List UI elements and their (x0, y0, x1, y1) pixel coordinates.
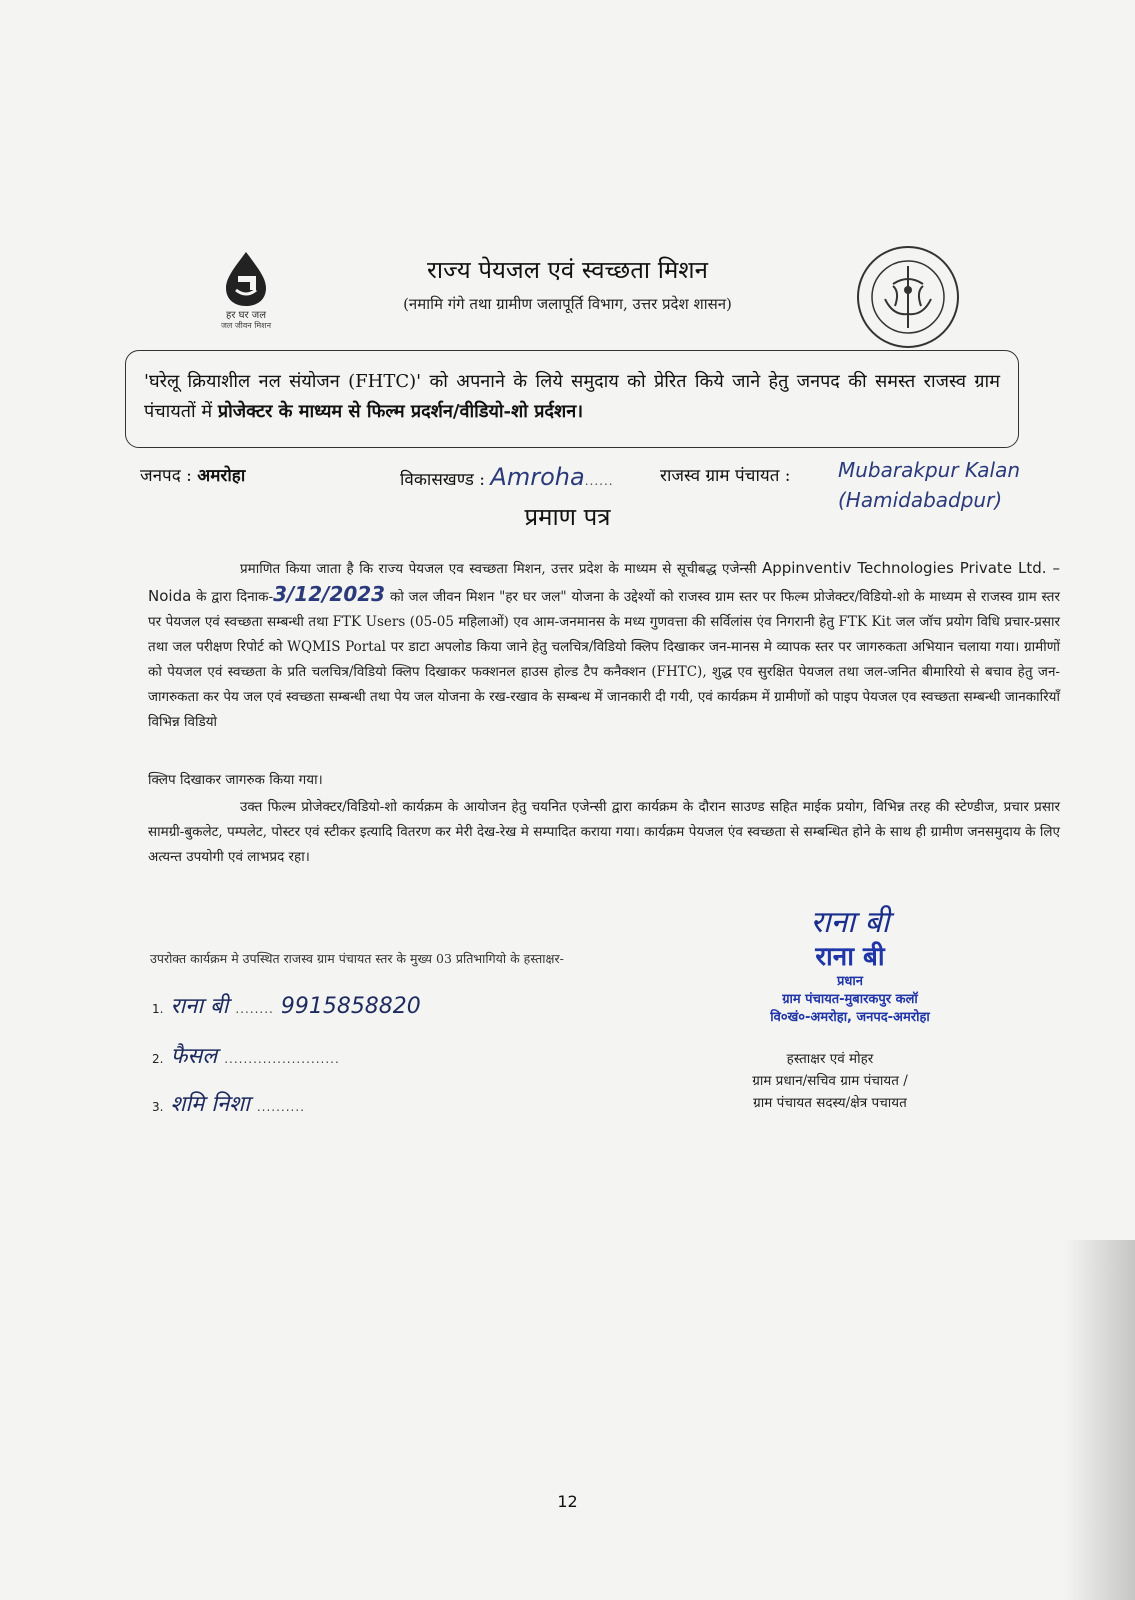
pradhan-signature: राना बी (810, 905, 890, 940)
page-number: 12 (557, 1492, 578, 1511)
signoff-line-1: हस्ताक्षर एवं मोहर (786, 1051, 874, 1067)
panchayat-field (660, 463, 791, 486)
para1-part1: प्रमाणित किया जाता है कि राज्य पेयजल एव स्वच्छता मिशन, उत्तर प्रदेश के माध्यम से सूचीबद्ध एजेन्सी (240, 561, 762, 577)
block-field: विकासखण्ड : Amroha...... (400, 463, 614, 491)
agency-name: Appinventiv Technologies Private Ltd. – Noida (148, 559, 1060, 605)
signoff-block (700, 1048, 960, 1114)
subject-box (125, 350, 1019, 448)
para1-part3: को जल जीवन मिशन "हर घर जल" योजना के उद्देश्यों को राजस्व ग्राम स्तर पर फिल्म प्रोजेक्टर/विडियो-शो के माध्यम से राजस्व ग्राम स्तर पर पेयजल एवं स्वच्छता सम्बन्धी तथा FTK Users (05-05 महिलाओं) एव आम-जनमानस के मध्य गुणवत्ता की सर्विलांस एंव निगरानी हेतु FTK Kit जल जॉच प्रयोग विधि प्रचार-प्रसार तथा जल परीक्षण रिपोर्ट को WQMIS Portal पर डाटा अपलोड किया जाने हेतु चलचित्र/विडियो क्लिप दिखाकर जन-मानस मे व्यापक स्तर पर जागरुकता अभियान चलाया गया। ग्रामीणों को पेयजल एवं स्वच्छता के प्रति चलचित्र/विडियो क्लिप दिखाकर फक्शनल हाउस होल्ड टैप कनैक्शन (FHTC), शुद्ध एव सुरक्षित पेयजल तथा जल-जनित बीमारियो से बचाव हेतु जन-जागरुकता कर पेय जल एवं स्वच्छता सम्बन्धी तथा पेय जल योजना के रख-रखाव के सम्बन्ध में जानकारी दी गयी, एवं कार्यक्रम में ग्रामीणों को पाइप पेयजल एव स्वच्छता सम्बन्धी जानकारियाँ विभिन्न विडियो (148, 589, 1061, 730)
page-title: राज्य पेयजल एवं स्वच्छता मिशन (427, 256, 708, 284)
stamp-line-2: वि०खं०-अमरोहा, जनपद-अमरोहा (770, 1010, 930, 1025)
panchayat-value-handwritten-1: Mubarakpur Kalan (838, 458, 1021, 482)
subject-text-normal: 'घरेलू क्रियाशील नल संयोजन (FHTC)' को अपनाने के लिये समुदाय को प्रेरित किये जाने हेतु जनपद की समस्त राजस्व ग्राम पंचायतों में (144, 371, 1000, 422)
participant-number: 2. (152, 1052, 164, 1066)
certificate-paragraph-2 (148, 795, 1060, 870)
participant-row-2: 2. फैसल ........................ (152, 1044, 340, 1069)
logo-text-har-ghar-jal: हर घर जल (226, 310, 266, 321)
seal-emblem-icon (855, 244, 961, 350)
participant-number: 3. (152, 1100, 164, 1114)
signoff-line-2: ग्राम प्रधान/सचिव ग्राम पंचायत / (752, 1073, 908, 1089)
participant-number: 1. (152, 1002, 164, 1016)
certificate-paragraph-1-last-line: क्लिप दिखाकर जागरुक किया गया। (148, 772, 323, 788)
certificate-paragraph-1 (148, 556, 1060, 735)
panchayat-value-handwritten-2: (Hamidabadpur) (838, 488, 1003, 512)
participant-signature: फैसल (170, 1044, 218, 1069)
date-handwritten: 3/12/2023 (273, 582, 386, 606)
janpad-label: जनपद : (140, 466, 192, 486)
block-value-handwritten: Amroha (490, 463, 585, 491)
participant-row-1: 1. राना बी ........ 9915858820 (152, 994, 421, 1019)
para1-part2: के द्वारा दिनाक- (191, 589, 274, 605)
stamp-role: प्रधान (837, 974, 863, 989)
logo-text-jal-jeevan-mission: जल जीवन मिशन (220, 321, 272, 330)
pradhan-stamp (720, 900, 980, 1027)
participant-signature: राना बी (170, 994, 229, 1019)
page-subtitle: (नमामि गंगे तथा ग्रामीण जलापूर्ति विभाग, उत्तर प्रदेश शासन) (403, 295, 732, 313)
page-edge-shadow (1065, 1240, 1135, 1600)
para2-text: उक्त फिल्म प्रोजेक्टर/विडियो-शो कार्यक्रम के आयोजन हेतु चयनित एजेन्सी द्वारा कार्यक्रम के दौरान साउण्ड सहित माईक प्रयोग, विभिन्न तरह की स्टेण्डीज, प्रचार प्रसार सामग्री-बुकलेट, पम्पलेट, पोस्टर एवं स्टीकर इत्यादि वितरण कर मेरी देख-रेख मे सम्पादित कराया गया। कार्यक्रम पेयजल एंव स्वच्छता से सम्बन्धित होने के साथ ही ग्रामीण जनसमुदाय के लिए अत्यन्त उपयोगी एवं लाभप्रद रहा। (148, 799, 1060, 865)
participant-signature: शमि निशा (170, 1092, 250, 1117)
subject-text (144, 367, 1000, 427)
participants-note: उपरोक्त कार्यक्रम मे उपस्थित राजस्व ग्राम पंचायत स्तर के मुख्य 03 प्रतिभागियो के हस्ताक्षर- (150, 951, 564, 966)
block-label: विकासखण्ड : (400, 470, 486, 490)
panchayat-label: राजस्व ग्राम पंचायत : (660, 466, 791, 486)
janpad-field (140, 463, 245, 486)
up-government-seal (855, 244, 961, 350)
certificate-title: प्रमाण पत्र (524, 503, 611, 531)
signoff-line-3: ग्राम पंचायत सदस्य/क्षेत्र पचायत (753, 1095, 907, 1111)
stamp-line-1: ग्राम पंचायत-मुबारकपुर कलॉ (782, 992, 918, 1007)
participant-phone-handwritten: 9915858820 (280, 994, 421, 1019)
participant-row-3: 3. शमि निशा .......... (152, 1092, 305, 1117)
subject-text-bold: प्रोजेक्टर के माध्यम से फिल्म प्रदर्शन/वीडियो-शो प्रर्दशन। (217, 401, 584, 422)
janpad-value: अमरोहा (197, 466, 246, 486)
stamp-name: राना बी (815, 942, 885, 972)
